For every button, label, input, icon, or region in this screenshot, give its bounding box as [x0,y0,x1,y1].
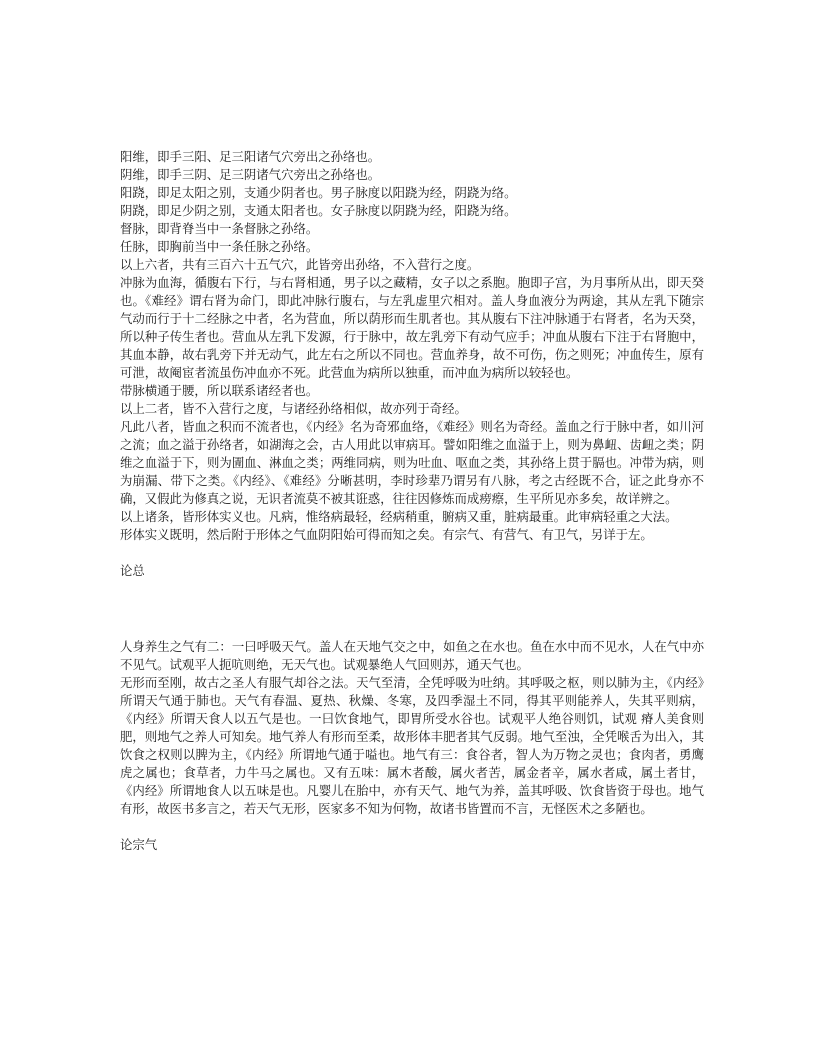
document-page [120,148,704,854]
section-heading: 论总 [120,563,145,578]
paragraph: 人身养生之气有二：一曰呼吸天气。盖人在天地气交之中，如鱼之在水也。鱼在水中而不见水，人在气中亦不见气。试观平人扼吭则绝，无天气也。试观暴绝人气回则苏，通天气也。 [120,639,704,672]
paragraph: 阴跷，即足少阴之别，支通太阳者也。女子脉度以阴跷为经，阳跷为络。 [120,203,517,218]
paragraph: 任脉，即胸前当中一条任脉之孙络。 [120,239,319,254]
paragraph: 阳跷，即足太阳之别，支通少阴者也。男子脉度以阳跷为经，阴跷为络。 [120,185,517,200]
section-life-qi [120,638,704,818]
paragraph: 形体实义既明，然后附于形体之气血阴阳始可得而知之矣。有宗气、有营气、有卫气，另详于左。 [120,527,653,542]
section-eight-vessels [120,148,704,544]
section-heading: 论宗气 [120,837,158,852]
paragraph: 冲脉为血海，循腹右下行，与右肾相通，男子以之藏精，女子以之系胞。胞即子宫，为月事所从出，即天癸也。《难经》谓右肾为命门，即此冲脉行腹右，与左乳虚里穴相对。盖人身血液分为两途，其从左乳下随宗气动而行于十二经脉之中者，名为营血，所以荫形而生肌者也。其从腹右下注冲脉通于右肾者，名为天癸，所以种子传生者也。营血从左乳下发源，行于脉中，故左乳旁下有动气应手；冲血从腹右下注于右肾胞中，其血本静，故右乳旁下并无动气，此左右之所以不同也。营血养身，故不可伤，伤之则死；冲血传生，原有可泄，故阉宦者流虽伤冲血亦不死。此营血为病所以独重，而冲血为病所以较轻也。 [120,275,704,380]
paragraph: 以上诸条，皆形体实义也。凡病，惟络病最轻，经病稍重，腑病又重，脏病最重。此审病轻重之大法。 [120,509,678,524]
paragraph: 凡此八者，皆血之积而不流者也，《内经》名为奇邪血络，《难经》则名为奇经。盖血之行于脉中者，如川河之流；血之溢于孙络者，如湖海之会，古人用此以审病耳。譬如阳维之血溢于上，则为鼻衄、齿衄之类；阴维之血溢于下，则为圊血、淋血之类；两维同病，则为吐血、呕血之类，其孙络上贯于膈也。冲带为病，则为崩漏、带下之类。《内经》、《难经》分晰甚明，李时珍辈乃谓另有八脉，考之古经既不合，证之此身亦不确，又假此为修真之说，无识者流莫不被其诳惑，往往因修炼而成痨瘵，生平所见亦多矣，故详辨之。 [120,419,704,506]
paragraph: 带脉横通于腰，所以联系诸经者也。 [120,383,319,398]
paragraph: 阳维，即手三阳、足三阳诸气穴旁出之孙络也。 [120,149,381,164]
paragraph: 以上二者，皆不入营行之度，与诸经孙络相似，故亦列于奇经。 [120,401,467,416]
paragraph: 督脉，即背脊当中一条督脉之孙络。 [120,221,319,236]
paragraph: 阴维，即手三阴、足三阴诸气穴旁出之孙络也。 [120,167,381,182]
paragraph: 以上六者，共有三百六十五气穴，此皆旁出孙络，不入营行之度。 [120,257,480,272]
paragraph: 无形而至刚，故古之圣人有服气却谷之法。天气至清，全凭呼吸为吐纳。其呼吸之枢，则以肺为主，《内经》所谓天气通于肺也。天气有春温、夏热、秋燥、冬寒，及四季湿土不同，得其平则能养人，失其平则病，《内经》所谓天食人以五气是也。一曰饮食地气，即胃所受水谷也。试观平人绝谷则饥，试观 瘠人美食则肥，则地气之养人可知矣。地气养人有形而至柔，故形体丰肥者其气反弱。地气至浊，全凭喉舌为出入，其饮食之权则以脾为主，《内经》所谓地气通于嗌也。地气有三：食谷者，智人为万物之灵也；食肉者，勇鹰虎之属也；食草者，力牛马之属也。又有五味：属木者酸，属火者苦，属金者辛，属水者咸，属土者甘，《内经》所谓地食人以五味是也。凡婴儿在胎中，亦有天气、地气为养，盖其呼吸、饮食皆资于母也。地气有形，故医书多言之，若天气无形，医家多不知为何物，故诸书皆置而不言，无怪医术之多陋也。 [120,675,704,816]
